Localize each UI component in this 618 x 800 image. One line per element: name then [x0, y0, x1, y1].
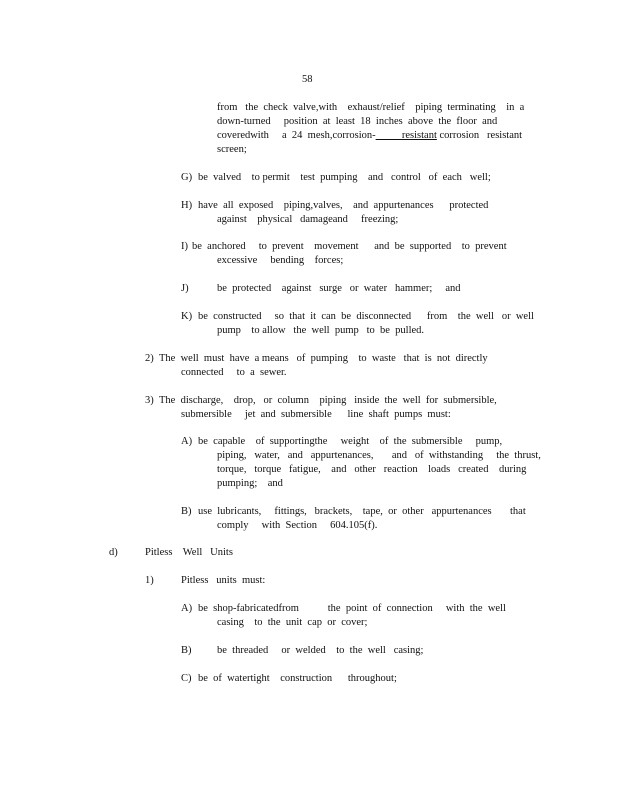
- section-title: Pitless Well Units: [145, 547, 233, 558]
- text-line: [217, 129, 524, 143]
- item-text: [159, 352, 488, 366]
- item-text: [198, 505, 526, 519]
- item-text-continuation: [217, 519, 377, 533]
- item-label: G): [181, 172, 193, 183]
- item-text-continuation: [217, 213, 398, 227]
- item-text: [192, 240, 507, 254]
- text-line: screen;: [217, 144, 247, 155]
- item-label: B): [181, 645, 192, 656]
- text-line: excessive bending forces;: [217, 255, 344, 266]
- item-label: C): [181, 673, 192, 684]
- item-label: J): [181, 283, 189, 294]
- section-label: d): [109, 547, 118, 558]
- text-line: be anchored to prevent movement and be supported to prevent: [192, 241, 507, 252]
- item-text-continuation: [217, 449, 541, 491]
- text-line: pumping; and: [217, 478, 283, 489]
- text-run: corrosion resistant: [436, 130, 523, 141]
- text-line: pump to allow the well pump to be pulled.: [217, 325, 425, 336]
- text-line: The well must have a means of pumping to waste that is not directly: [159, 353, 488, 364]
- item-label: A): [181, 436, 193, 447]
- item-text-continuation: [217, 254, 343, 268]
- item-text-continuation: [217, 324, 424, 338]
- text-run: coveredwith a 24 mesh,corrosion-: [217, 130, 376, 141]
- text-line: The discharge, drop, or column piping inside the well for submersible,: [159, 395, 497, 406]
- item-text-continuation: [181, 408, 451, 422]
- item-label: 1): [145, 575, 154, 586]
- item-label: B): [181, 506, 192, 517]
- item-text: [198, 310, 534, 324]
- text-line: torque, torque fatigue, and other reaction loads created during: [217, 464, 527, 475]
- item-label: A): [181, 603, 193, 614]
- text-line: have all exposed piping,valves, and appurtenances protected: [198, 200, 489, 211]
- item-label: K): [181, 311, 193, 322]
- text-line: down-turned position at least 18 inches above the floor and: [217, 116, 498, 127]
- text-line: be protected against surge or water hammer; and: [217, 283, 461, 294]
- item-label: I): [181, 241, 188, 252]
- page-number: 58: [302, 74, 313, 85]
- item-label: H): [181, 200, 193, 211]
- text-line: be capable of supportingthe weight of the submersible pump,: [198, 436, 503, 447]
- item-text: [159, 394, 497, 408]
- item-text: [198, 672, 397, 686]
- text-line: comply with Section 604.105(f).: [217, 520, 378, 531]
- item-text-continuation: [181, 366, 287, 380]
- item-text: [198, 602, 506, 616]
- text-line: against physical damageand freezing;: [217, 214, 399, 225]
- item-text-continuation: [217, 616, 367, 630]
- continuation-paragraph: [217, 101, 524, 157]
- text-line: piping, water, and appurtenances, and of withstanding the thrust,: [217, 450, 541, 461]
- text-line: connected to a sewer.: [181, 367, 287, 378]
- item-text: [198, 199, 488, 213]
- item-text: Pitless units must:: [181, 575, 266, 586]
- item-text: [198, 435, 502, 449]
- item-label: 2): [145, 353, 154, 364]
- text-line: be constructed so that it can be disconnected from the well or well: [198, 311, 534, 322]
- text-line: be threaded or welded to the well casing;: [217, 645, 424, 656]
- text-line: be of watertight construction throughout;: [198, 673, 397, 684]
- text-line: submersible jet and submersible line shaft pumps must:: [181, 409, 451, 420]
- text-line: be valved to permit test pumping and control of each well;: [198, 172, 491, 183]
- text-line: casing to the unit cap or cover;: [217, 617, 368, 628]
- item-text: [217, 282, 461, 296]
- underlined-text: resistant: [375, 130, 437, 141]
- item-text: [217, 644, 423, 658]
- item-label: 3): [145, 395, 154, 406]
- text-line: be shop-fabricatedfrom the point of connection with the well: [198, 603, 506, 614]
- text-line: use lubricants, fittings, brackets, tape, or other appurtenances that: [198, 506, 526, 517]
- item-text: [198, 171, 491, 185]
- text-line: from the check valve,with exhaust/relief piping terminating in a: [217, 102, 525, 113]
